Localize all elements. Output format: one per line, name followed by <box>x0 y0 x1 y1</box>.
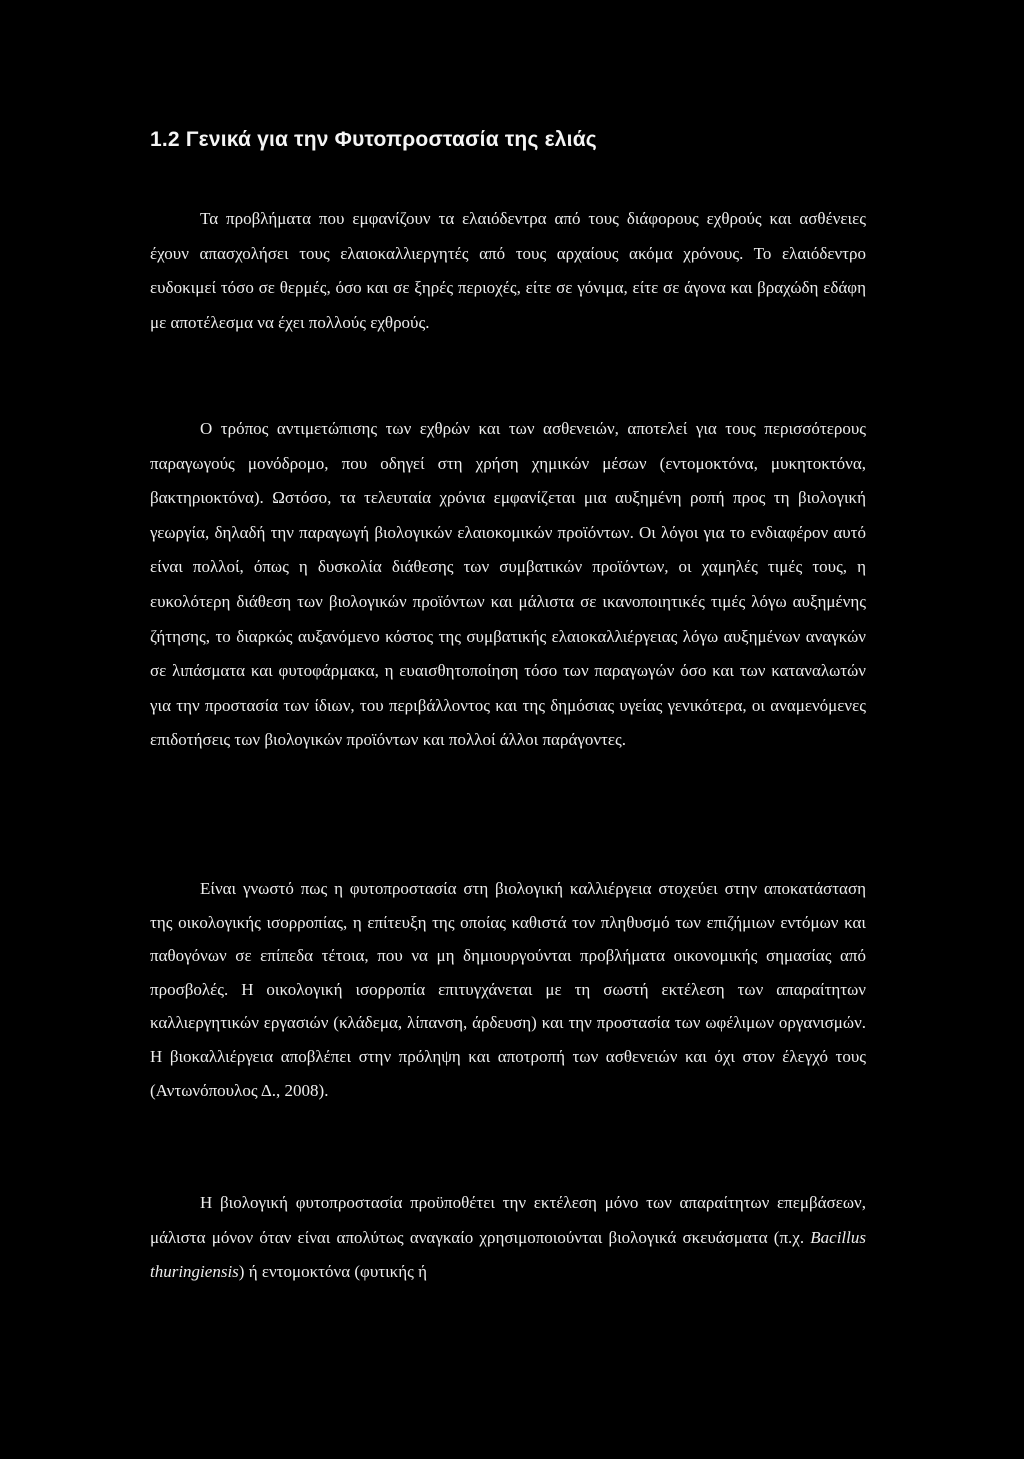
paragraph-text-before: Η βιολογική φυτοπροστασία προϋποθέτει την εκτέλεση μόνο των απαραίτητων επεμβάσεων, μάλιστα μόνον όταν είναι απολύτως αναγκαίο χρησιμοποιούνται βιολογικά σκευάσματα (π.χ. <box>150 1193 866 1247</box>
species-name: Bacillus thuringiensis <box>150 1227 866 1282</box>
paragraph-olive-pests-intro: Τα προβλήματα που εμφανίζουν τα ελαιόδεντρα από τους διάφορους εχθρούς και ασθένειες έχουν απασχολήσει τους ελαιοκαλλιεργητές από τους αρχαίους ακόμα χρόνους. Το ελαιόδεντρο ευδοκιμεί τόσο σε θερμές, όσο και σε ξηρές περιοχές, είτε σε γόνιμα, είτε σε άγονα και βραχώδη εδάφη με αποτέλεσμα να έχει πολλούς εχθρούς. <box>150 209 866 332</box>
paragraph-biological-plant-protection <box>150 1186 866 1290</box>
paragraph-organic-farming-reasons: Ο τρόπος αντιμετώπισης των εχθρών και των ασθενειών, αποτελεί για τους περισσότερους παραγωγούς μονόδρομο, που οδηγεί στη χρήση χημικών μέσων (εντομοκτόνα, μυκητοκτόνα, βακτηριοκτόνα). Ωστόσο, τα τελευταία χρόνια εμφανίζεται μια αυξημένη ροπή προς τη βιολογική γεωργία, δηλαδή την παραγωγή βιολογικών ελαιοκομικών προϊόντων. Οι λόγοι για το ενδιαφέρον αυτό είναι πολλοί, όπως η δυσκολία διάθεσης των συμβατικών προϊόντων, οι χαμηλές τιμές τους, η ευκολότερη διάθεση των βιολογικών προϊόντων και μάλιστα σε ικανοποιητικές τιμές λόγω αυξημένης ζήτησης, το διαρκώς αυξανόμενο κόστος της συμβατικής ελαιοκαλλιέργειας λόγω αυξημένων αναγκών σε λιπάσματα και φυτοφάρμακα, η ευαισθητοποίηση τόσο των παραγωγών όσο και των καταναλωτών για την προστασία των ίδιων, του περιβάλλοντος και της δημόσιας υγείας γενικότερα, οι αναμενόμενες επιδοτήσεις των βιολογικών προϊόντων και πολλοί άλλοι παράγοντες. <box>150 419 866 750</box>
paragraph-ecological-balance: Είναι γνωστό πως η φυτοπροστασία στη βιολογική καλλιέργεια στοχεύει στην αποκατάσταση της οικολογικής ισορροπίας, η επίτευξη της οποίας καθιστά τον πληθυσμό των επιζήμιων εντόμων και παθογόνων σε επίπεδα τέτοια, που να μη δημιουργούνται προβλήματα οικονομικής σημασίας από προσβολές. Η οικολογική ισορροπία επιτυγχάνεται με τη σωστή εκτέλεση των απαραίτητων καλλιεργητικών εργασιών (κλάδεμα, λίπανση, άρδευση) και την προστασία των ωφέλιμων οργανισμών. Η βιοκαλλιέργεια αποβλέπει στην πρόληψη και αποτροπή των ασθενειών και όχι στον έλεγχό τους (Αντωνόπουλος Δ., 2008). <box>150 879 866 1100</box>
section-heading: 1.2 Γενικά για την Φυτοπροστασία της ελιάς <box>150 128 597 151</box>
paragraph-text-after: ) ή εντομοκτόνα (φυτικής ή <box>238 1262 427 1282</box>
